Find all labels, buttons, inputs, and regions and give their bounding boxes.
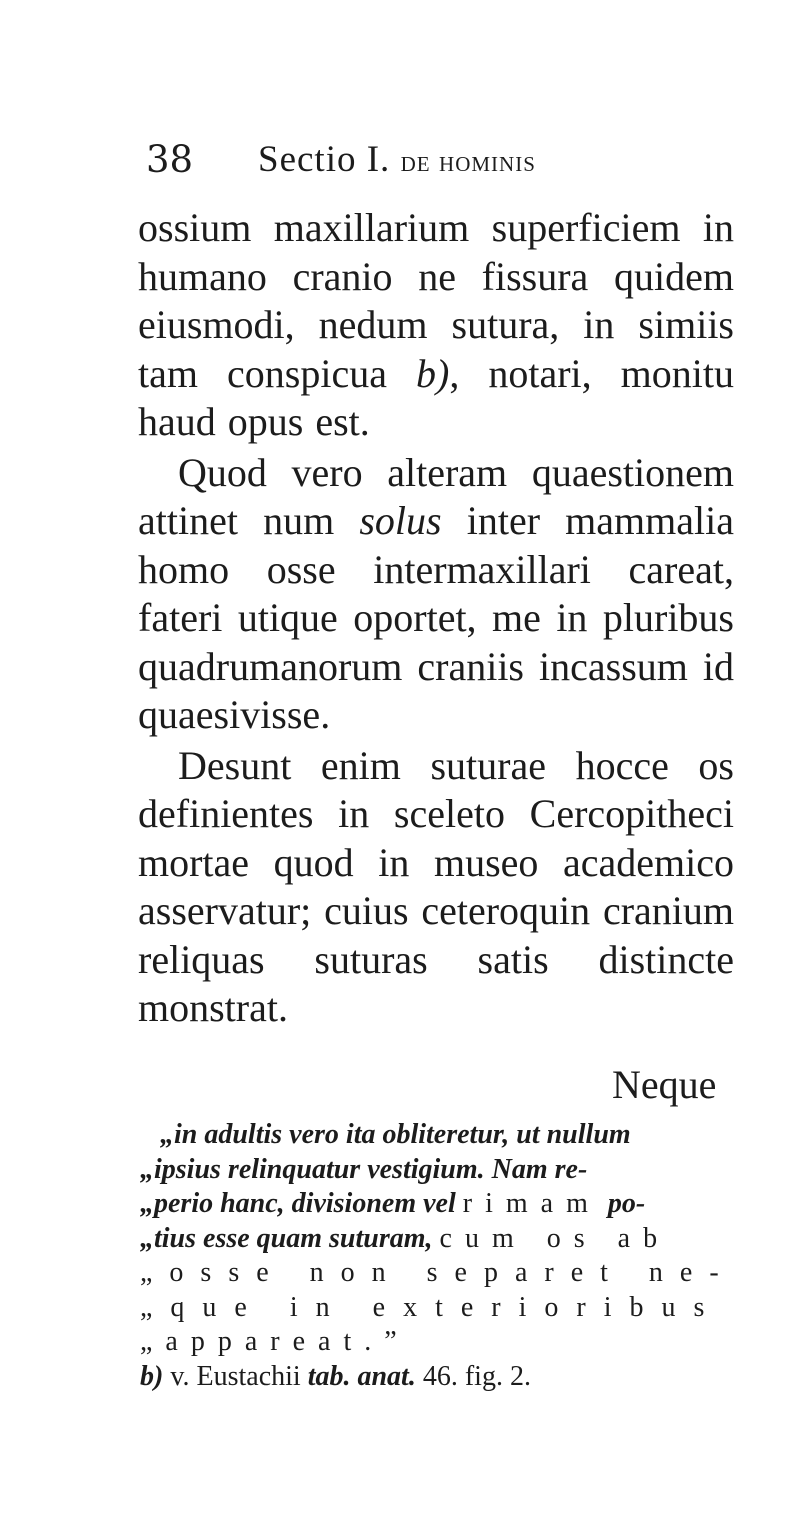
footnote-ref-italic: tab. anat. bbox=[307, 1360, 416, 1392]
footnote-line-3-spaced: rimam bbox=[462, 1188, 601, 1219]
paragraph-2 bbox=[138, 449, 734, 740]
footnote-line-4-spaced: cum os ab bbox=[439, 1222, 671, 1254]
footnote-line-3-end: po- bbox=[607, 1188, 646, 1219]
footnote-ref-end: 46. fig. 2. bbox=[422, 1360, 531, 1392]
paragraph-1-text: ossium maxillarium superficiem in humano cranio ne fissura quidem eiusmodi, nedum sutura, in simiis tam conspicua bbox=[138, 205, 734, 396]
paragraph-2-end: inter mammalia homo osse intermaxillari careat, fateri utique oportet, me in pluribus quadrumanorum craniis incassum id quaesivisse. bbox=[138, 498, 735, 737]
footnote-reference: b) bbox=[415, 350, 450, 396]
footnote bbox=[140, 1118, 734, 1394]
running-head bbox=[258, 138, 536, 181]
page-number: 38 bbox=[146, 138, 194, 181]
page-header bbox=[146, 138, 706, 188]
footnote-line-7: „appareat.” bbox=[140, 1326, 410, 1357]
paragraph-2-start: Quod vero alteram quaestionem attinet num bbox=[138, 449, 734, 543]
footnote-line-3-italic: „perio hanc, divisionem vel bbox=[140, 1188, 456, 1219]
running-head-rest: de hominis bbox=[400, 145, 536, 178]
footnote-line-1-text: „in adultis vero ita obliteretur, ut nullum bbox=[160, 1119, 631, 1150]
footnote-line-6: „que in exterioribus bbox=[140, 1291, 723, 1323]
footnote-line-1 bbox=[140, 1118, 734, 1153]
main-text bbox=[138, 204, 734, 1033]
footnote-ref-text: v. Eustachii bbox=[170, 1360, 301, 1392]
footnote-line-5: „osse non separet ne- bbox=[140, 1257, 736, 1288]
paragraph-1-end: , notari, monitu haud opus est. bbox=[138, 350, 735, 444]
paragraph-3: Desunt enim suturae hocce os definientes in sceleto Cercopitheci mortae quod in museo academico asservatur; cuius ceteroquin cranium reliquas suturas satis distincte monstrat. bbox=[138, 742, 734, 1030]
running-head-prefix: Sectio I. bbox=[258, 139, 391, 180]
footnote-line-3 bbox=[140, 1187, 734, 1222]
paragraph-1 bbox=[138, 204, 734, 447]
footnote-reference-line bbox=[140, 1360, 734, 1395]
paragraph-2-italic: solus bbox=[359, 498, 442, 543]
footnote-line-4 bbox=[140, 1222, 734, 1257]
footnote-line-2 bbox=[140, 1153, 734, 1188]
catchword: Neque bbox=[612, 1062, 717, 1107]
footnote-line-4-italic: „tius esse quam suturam, bbox=[140, 1222, 433, 1254]
footnote-ref-marker: b) bbox=[140, 1360, 164, 1392]
footnote-line-2-text: „ipsius relinquatur vestigium. Nam re- bbox=[140, 1153, 588, 1185]
